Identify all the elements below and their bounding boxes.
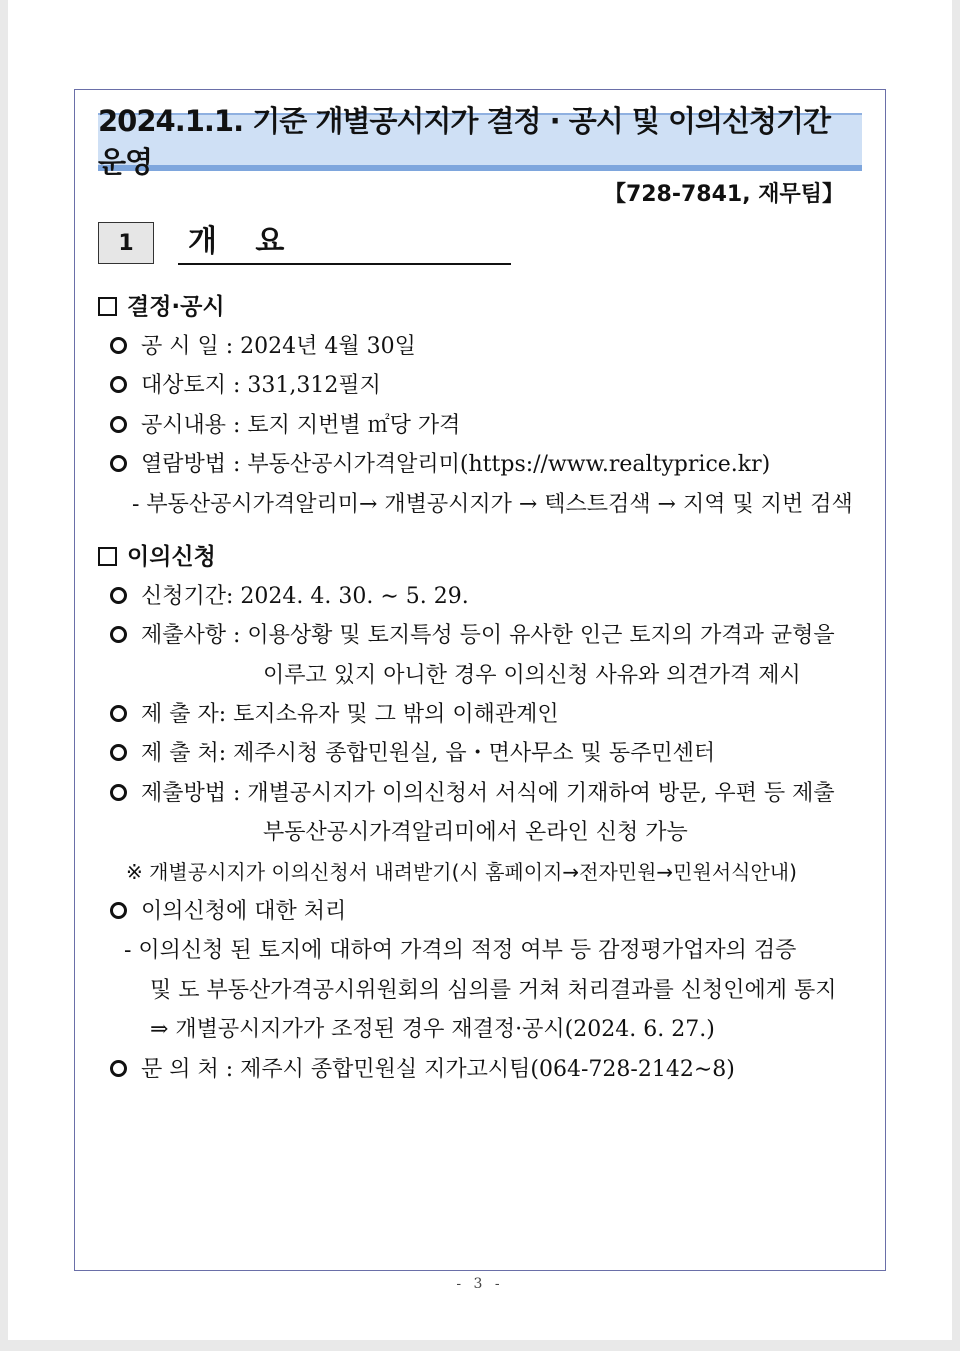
objection-heading: 이의신청 [98,542,216,572]
section-number: 1 [98,222,154,264]
objection-submitter: 제 출 자: 토지소유자 및 그 밖의 이해관계인 [110,700,559,730]
bullet-circle-icon [110,455,127,472]
objection-items-cont: 이루고 있지 아니한 경우 이의신청 사유와 의견가격 제시 [263,663,801,688]
objection-process: 이의신청에 대한 처리 [110,897,346,927]
bullet-circle-icon [110,587,127,604]
bullet-circle-icon [110,744,127,761]
announce-item: 대상토지 : 331,312필지 [110,371,381,401]
announce-item: 열람방법 : 부동산공시가격알리미(https://www.realtyprice.kr) [110,450,770,480]
bullet-circle-icon [110,705,127,722]
bullet-circle-icon [110,902,127,919]
checkbox-square-icon [98,547,117,566]
document-page [8,0,952,1340]
objection-period: 신청기간: 2024. 4. 30. ∼ 5. 29. [110,582,469,612]
objection-items: 제출사항 : 이용상황 및 토지특성 등이 유사한 인근 토지의 가격과 균형을 [110,621,835,651]
objection-note: ※ 개별공시지가 이의신청서 내려받기(시 홈페이지→전자민원→민원서식안내) [126,860,797,884]
announce-sub: - 부동산공시가격알리미→ 개별공시지가 → 텍스트검색 → 지역 및 지번 검색 [132,492,853,517]
objection-method-cont: 부동산공시가격알리미에서 온라인 신청 가능 [263,820,688,845]
bullet-circle-icon [110,337,127,354]
section-title: 개 요 [178,222,511,265]
announce-heading: 결정·공시 [98,292,225,322]
page-title: 2024.1.1. 기준 개별공시지가 결정 · 공시 및 이의신청기간 운영 [98,104,831,179]
objection-process-detail: ⇒ 개별공시지가가 조정된 경우 재결정·공시(2024. 6. 27.) [150,1017,715,1042]
title-banner [98,104,862,179]
objection-process-detail: - 이의신청 된 토지에 대하여 가격의 적정 여부 등 감정평가업자의 검증 [124,938,797,963]
objection-process-detail: 및 도 부동산가격공시위원회의 심의를 거쳐 처리결과를 신청인에게 통지 [150,978,837,1003]
bullet-circle-icon [110,1060,127,1077]
checkbox-square-icon [98,297,117,316]
announce-item: 공 시 일 : 2024년 4월 30일 [110,332,416,362]
department-contact: 【728-7841, 재무팀】 [603,182,844,207]
page-number: - 3 - [456,1276,504,1292]
bullet-circle-icon [110,376,127,393]
bullet-circle-icon [110,626,127,643]
objection-place: 제 출 처: 제주시청 종합민원실, 읍・면사무소 및 동주민센터 [110,739,715,769]
objection-contact: 문 의 처 : 제주시 종합민원실 지가고시팀(064-728-2142∼8) [110,1055,735,1085]
objection-method: 제출방법 : 개별공시지가 이의신청서 서식에 기재하여 방문, 우편 등 제출 [110,779,835,809]
bullet-circle-icon [110,416,127,433]
bullet-circle-icon [110,784,127,801]
announce-item: 공시내용 : 토지 지번별 ㎡당 가격 [110,411,460,441]
